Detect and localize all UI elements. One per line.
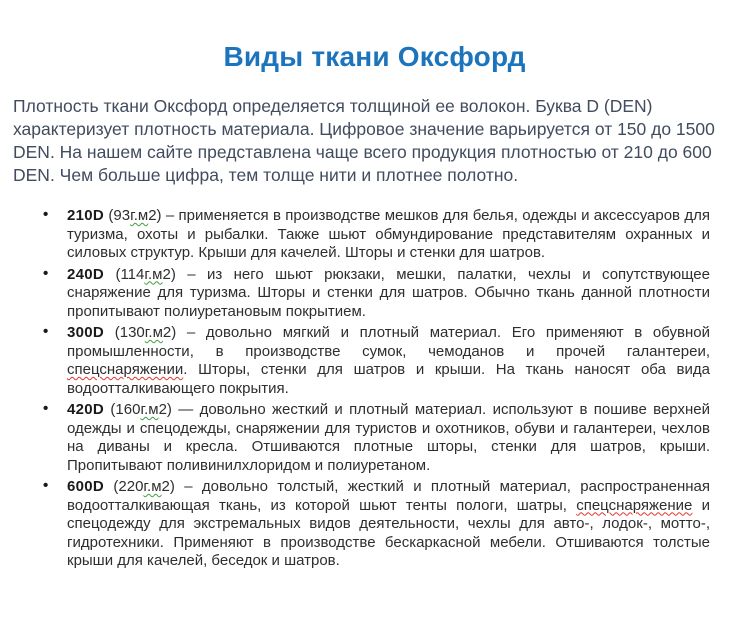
bullet-marker: • [43, 206, 49, 223]
bullet-marker: • [43, 323, 49, 340]
item-text: 2) – применяется в производстве мешков для белья, одежды и аксессуаров для туризма, охоты и рыбалки. Также шьют обмундирование представителям охранных и силовых структур. Крыши для качелей. Шторы и стенки для шатров. [67, 207, 710, 261]
item-text: (130 [104, 324, 145, 341]
spellcheck-word: спецснаряжение [576, 496, 693, 514]
item-text: (220 [104, 478, 144, 495]
item-text: и спецодежду для экстремальных видов деятельности, чехлы для авто-, лодок-, мотто-, гидротехники. Применяют в производстве бескаркасной мебели. Отшиваются толстые крыши для качелей, беседок и шатров. [67, 496, 711, 569]
list-item-210d [43, 206, 710, 263]
list-item-300d [43, 323, 710, 398]
item-text: (160 [104, 401, 141, 418]
item-text: 2) – из него шьют рюкзаки, мешки, палатки, чехлы и сопутствующее снаряжение для туризма. Шторы и стенки для шатров. Обычно ткань данной плотности пропитывают полиуретановым покрытием. [67, 265, 710, 320]
item-text: 2) – довольно толстый, жесткий и плотный материал, распространенная водоотталкивающая ткань, из которой шьют тенты пологи, шатры, [67, 478, 710, 514]
grammar-word: г.м [130, 207, 149, 224]
bullet-marker: • [43, 477, 49, 494]
grammar-word: г.м [144, 324, 163, 341]
bullet-marker: • [43, 400, 49, 417]
item-text: 2) – довольно мягкий и плотный материал. Его применяют в обувной промышленности, в производстве сумок, чемоданов и прочей галантереи, [67, 324, 710, 360]
bullet-marker: • [43, 264, 49, 282]
intro-paragraph: Плотность ткани Оксфорд определяется толщиной ее волокон. Буква D (DEN) характеризует плотность материала. Цифровое значение варьируется от 150 до 1500 DEN. На нашем сайте представлена чаще всего продукция плотностью от 210 до 600 DEN. Чем больше цифра, тем толще нити и плотнее полотно. [13, 96, 715, 185]
list-item-240d [43, 264, 710, 322]
density-code: 210D [67, 207, 105, 224]
item-text: (114 [104, 265, 145, 283]
item-text: (93 [104, 207, 131, 224]
grammar-word: г.м [144, 265, 163, 283]
item-text: . Шторы, стенки для шатров и крыши. На ткань наносят оба вида водоотталкивающего покрытия. [67, 361, 710, 397]
density-code: 420D [67, 401, 105, 418]
spellcheck-word: спецснаряжении [67, 361, 184, 378]
page-title: Виды ткани Оксфорд [223, 41, 526, 72]
list-item-600d [43, 477, 711, 571]
density-code: 600D [67, 478, 105, 495]
list-item-420d [43, 400, 710, 475]
density-code: 240D [67, 265, 105, 283]
grammar-word: г.м [140, 401, 159, 418]
density-code: 300D [67, 324, 105, 341]
item-text: 2) — довольно жесткий и плотный материал. используют в пошиве верхней одежды и спецодежды, снаряжении для туристов и охотников, обуви и галантереи, чехлов на диваны и кресла. Отшиваются плотные шторы, стенки для шатров, крыши. Пропитывают поливинилхлоридом и полиуретаном. [67, 401, 710, 474]
grammar-word: г.м [143, 478, 162, 495]
fabric-list [0, 207, 749, 571]
